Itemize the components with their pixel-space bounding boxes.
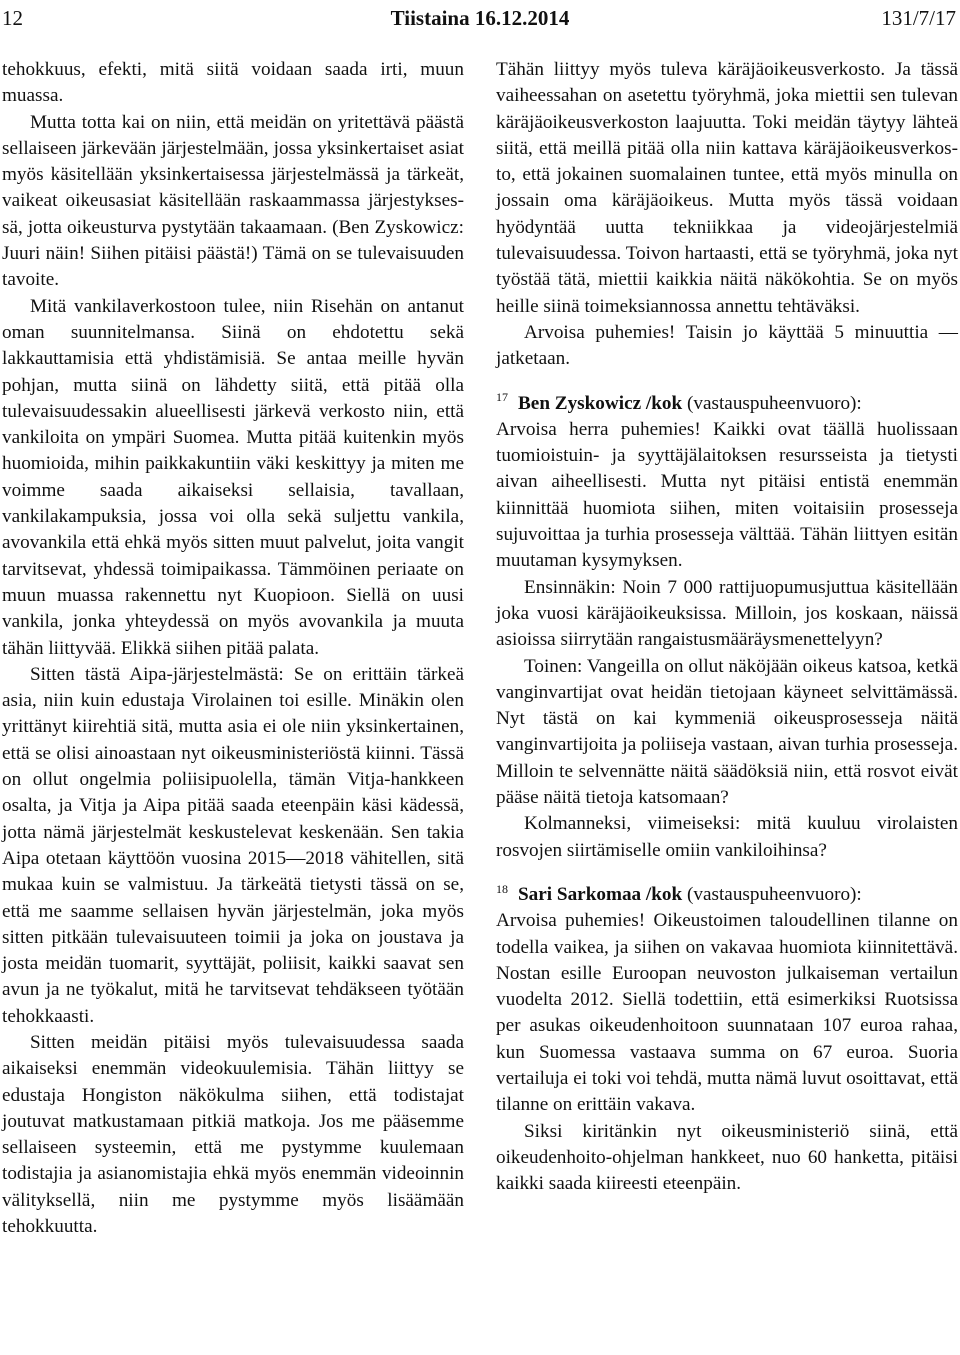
speech-number: 17 [496, 390, 508, 405]
page-number: 12 [2, 6, 23, 30]
speech-heading-18 [496, 882, 958, 908]
paragraph: Toinen: Vangeilla on ollut näköjään oikeus katsoa, ketkä vanginvartijat ovat heidän tietojaan käyneet selvittämässä. Nyt tästä on kai kymmeniä oikeusprosesseja näitä vanginvartijoita ja poliiseja vastaan, aivan turhia prosesseja. Milloin te selvennätte näitä säädöksiä niin, että rosvot eivät pääse näitä tietoja katsomaan? [496, 655, 958, 809]
right-column [496, 57, 958, 1197]
speech-heading-17 [496, 391, 958, 417]
speaker-role: (vastauspuheenvuoro): [687, 392, 862, 414]
paragraph: Mitä vankilaverkostoon tulee, niin Risehän on antanut oman suunnitelmansa. Siinä on ehdotettu sekä lakkauttamisia että yhdistämisiä. Se antaa meille hyvän pohjan, mutta siinä on lähdetty siitä, että pitää olla tulevaisuudessakin alueellisesti järkevä verkosto niin, että vankiloita on ympäri Suomea. Mutta pitää kuitenkin myös huomioida, mihin paikkakuntiin väki keskittyy ja miten me voimme saada aikaiseksi sellaisia, tavallaan, vankilakampuksia, jossa voi olla sekä suljettu vankila, avovankila että ehkä myös sitten muut palvelut, joita vangit tarvitsevat, yhdessä toimipaikassa. Tämmöinen periaate on muun muassa rakennettu nyt Kuopioon. Siellä on uusi vankila, jonka yhteydessä on myös avovankila ja muuta tähän liittyvää. Elikkä siihen pitää palata. [2, 295, 464, 659]
paragraph: Ensinnäkin: Noin 7 000 rattijuopumusjuttua käsitellään joka vuosi käräjäoikeuksissa. Milloin, jos koskaan, näissä asioissa siirrytään rangaistusmääräysmenettelyyn? [496, 576, 958, 651]
page-header [0, 0, 960, 36]
paragraph: tehokkuus, efekti, mitä siitä voidaan saada irti, muun muassa. [2, 59, 464, 107]
paragraph: Tähän liittyy myös tuleva käräjäoikeusverkosto. Ja tässä vaiheessahan on asetettu työryhmä, joka miettii sen tulevan käräjäoikeusverkoston laajuutta. Toki meidän täytyy lähteä siitä, että meillä pitää olla niin kattava käräjäoikeusverkosto, että jokainen suomalainen tuntee, että myös minulla on jossain oma käräjäoikeus. Mutta myös tässä voidaan hyödyntää uutta tekniikkaa ja videojärjestelmiä tulevaisuudessa. Toivon hartaasti, että se työryhmä, joka nyt työstää tätä, miettii kaikkia näitä näkökohtia. Se on myös heille siinä toimeksiannossa annettu tehtäväksi. [496, 59, 958, 317]
session-date: Tiistaina 16.12.2014 [390, 6, 570, 30]
paragraph: Mutta totta kai on niin, että meidän on yritettävä päästä sellaiseen järkevään järjestelmään, jossa yksinkertaiset asiat myös käsitellään yksinkertaisessa järjestelmässä ja tärkeät, vaikeat oikeusasiat käsitellään raskaammassa järjestyksessä, jotta oikeusturva pystytään takaamaan. (Ben Zyskowicz: Juuri näin! Siihen pitäisi päästä!) Tämä on se tulevaisuuden tavoite. [2, 111, 464, 291]
paragraph: Arvoisa puhemies! Taisin jo käyttää 5 minuuttia — jatketaan. [496, 321, 958, 370]
paragraph: Arvoisa herra puhemies! Kaikki ovat täällä huolissaan tuomioistuin- ja syyttäjälaitoksen resursseista ja tietysti aivan aiheellisesti. Mutta nyt pitäisi entistä enemmän kiinnittää huomiota siihen, miten voitaisiin prosesseja sujuvoittaa ja turhia prosesseja välttää. Tähän liittyen esitän muutaman kysymyksen. [496, 418, 958, 572]
paragraph: Sitten tästä Aipa-järjestelmästä: Se on erittäin tärkeä asia, niin kuin edustaja Virolainen toi esille. Minäkin olen yrittänyt kiirehtiä sitä, mutta asia ei ole niin yksinkertainen, että se olisi ainoastaan nyt oikeusministeriöstä kiinni. Tässä on ollut ongelmia poliisipuolella, tämän Vitja-hankkeen osalta, ja Vitja ja Aipa pitää saada eteenpäin käsi kädessä, jotta nämä järjestelmät keskustelevat keskenään. Sen takia Aipa otetaan käyttöön vuosina 2015—2018 vähitellen, sitä mukaa kuin se valmistuu. Ja tärkeätä tietysti tässä on se, että me saamme sellaisen hyvän järjestelmän, joka myös sitten pitkään tulevaisuuteen toimii ja joka on joustava ja josta meidän tuomarit, syyttäjät, poliisit, kaikki saavat sen avun ja ne työkalut, mitä he tarvitsevat tehdäkseen työtään tehokkaasti. [2, 663, 464, 1027]
speech-number: 18 [496, 881, 508, 896]
speaker-role: (vastauspuheenvuoro): [687, 883, 862, 905]
paragraph: Sitten meidän pitäisi myös tulevaisuudessa saada aikaiseksi enemmän videokuulemisia. Tähän liittyy se edustaja Hongiston näkökulma siihen, että todistajat joutuvat matkustamaan pitkiä matkoja. Jos me pääsemme sellaiseen systeemin, että me pystymme kuulemaan todistajia ja asianomistajia ehkä myös enemmän videoinnin välityksellä, niin me pystymme myös lisäämään tehokkuutta. [2, 1031, 464, 1238]
left-column [2, 57, 464, 1240]
paragraph: Arvoisa puhemies! Oikeustoimen taloudellinen tilanne on todella vaikea, ja siihen on vakavaa huomiota kiinnitettävä. Nostan esille Euroopan neuvoston julkaiseman vertailun vuodelta 2012. Siellä todettiin, että esimerkiksi Ruotsissa per asukas oikeudenhoitoon suunnataan 107 euroa rahaa, kun Suomessa vastaava summa on 67 euroa. Suoria vertailuja ei toki voi tehdä, mutta nämä luvut osoittavat, että tilanne on erittäin vakava. [496, 910, 958, 1116]
paragraph: Kolmanneksi, viimeiseksi: mitä kuuluu virolaisten rosvojen siirtämiselle omiin vankiloihinsa? [496, 813, 958, 861]
paragraph: Siksi kiritänkin nyt oikeusministeriö siinä, että oikeudenhoito-ohjelman hankkeet, nuo 60 hanketta, pitäisi kaikki saada kiireesti eteenpäin. [496, 1120, 958, 1195]
speaker-name: Sari Sarkomaa /kok [518, 883, 683, 905]
speaker-name: Ben Zyskowicz /kok [518, 392, 683, 414]
document-id: 131/7/17 [881, 6, 956, 30]
